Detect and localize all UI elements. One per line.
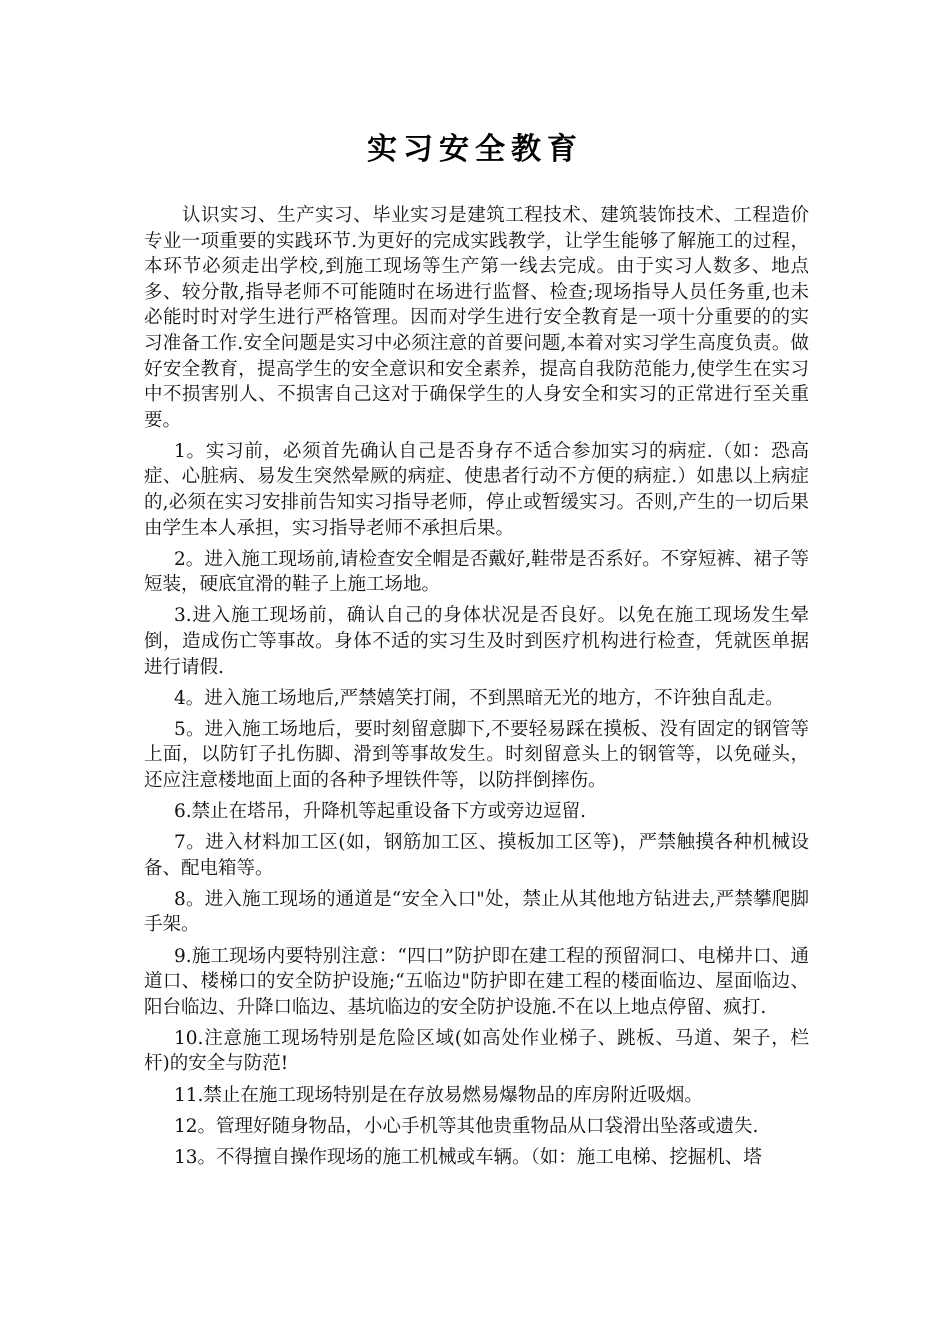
rule-item-3: 3.进入施工现场前，确认自己的身体状况是否良好。以免在施工现场发生晕倒，造成伤亡等事故。身体不适的实习生及时到医疗机构进行检查，凭就医单据进行请假. xyxy=(144,605,809,678)
rule-item-5: 5。进入施工场地后，要时刻留意脚下,不要轻易踩在摸板、没有固定的钢管等上面，以防钉子扎伤脚、滑到等事故发生。时刻留意头上的钢管等，以免碰头，还应注意楼地面上面的各种予埋铁件等，以防拌倒摔伤。 xyxy=(144,718,809,791)
rule-item-9: 9.施工现场内要特别注意：“四口”防护即在建工程的预留洞口、电梯井口、通道口、楼梯口的安全防护设施;“五临边"防护即在建工程的楼面临边、屋面临边、阳台临边、升降口临边、基坑临边的安全防护设施.不在以上地点停留、疯打. xyxy=(144,945,809,1018)
rule-item-10: 10.注意施工现场特别是危险区域(如高处作业梯子、跳板、马道、架子，栏杆)的安全与防范! xyxy=(144,1027,809,1075)
rule-item-6: 6.禁止在塔吊，升降机等起重设备下方或旁边逗留. xyxy=(174,801,587,823)
rule-item-13: 13。不得擅自操作现场的施工机械或车辆。（如：施工电梯、挖掘机、塔 xyxy=(174,1146,762,1168)
rule-item-4: 4。进入施工场地后,严禁嬉笑打闹，不到黑暗无光的地方，不许独自乱走。 xyxy=(174,687,784,709)
rule-item-8: 8。进入施工现场的通道是“安全入口"处，禁止从其他地方钻进去,严禁攀爬脚手架。 xyxy=(144,888,809,936)
rule-item-11: 11.禁止在施工现场特别是在存放易燃易爆物品的库房附近吸烟。 xyxy=(174,1084,703,1106)
rule-item-7: 7。进入材料加工区(如，钢筋加工区、摸板加工区等)，严禁触摸各种机械设备、配电箱等。 xyxy=(144,832,809,879)
document-title: 实习安全教育 xyxy=(367,132,583,167)
rule-item-1: 1。实习前，必须首先确认自己是否身存不适合参加实习的病症.（如：恐高症、心脏病、易发生突然晕厥的病症、使患者行动不方便的病症.）如患以上病症的,必须在实习安排前告知实习指导老师，停止或暂缓实习。否则,产生的一切后果由学生本人承担，实习指导老师不承担后果。 xyxy=(144,440,809,539)
document-body xyxy=(144,203,809,1170)
rule-item-12: 12。管理好随身物品，小心手机等其他贵重物品从口袋滑出坠落或遗失. xyxy=(174,1115,759,1137)
intro-paragraph: 认识实习、生产实习、毕业实习是建筑工程技术、建筑装饰技术、工程造价专业一项重要的实践环节.为更好的完成实践教学，让学生能够了解施工的过程，本环节必须走出学校,到施工现场等生产第一线去完成。由于实习人数多、地点多、较分散,指导老师不可能随时在场进行监督、检查;现场指导人员任务重,也未必能时时对学生进行严格管理。因而对学生进行安全教育是一项十分重要的的实习准备工作.安全问题是实习中必须注意的首要问题,本着对实习学生高度负责。做好安全教育，提高学生的安全意识和安全素养，提高自我防范能力,使学生在实习中不损害别人、不损害自己这对于确保学生的人身安全和实习的正常进行至关重要。 xyxy=(144,205,809,431)
rule-item-2: 2。进入施工现场前,请检查安全帽是否戴好,鞋带是否系好。不穿短裤、裙子等短装，硬底宜滑的鞋子上施工场地。 xyxy=(144,548,809,596)
